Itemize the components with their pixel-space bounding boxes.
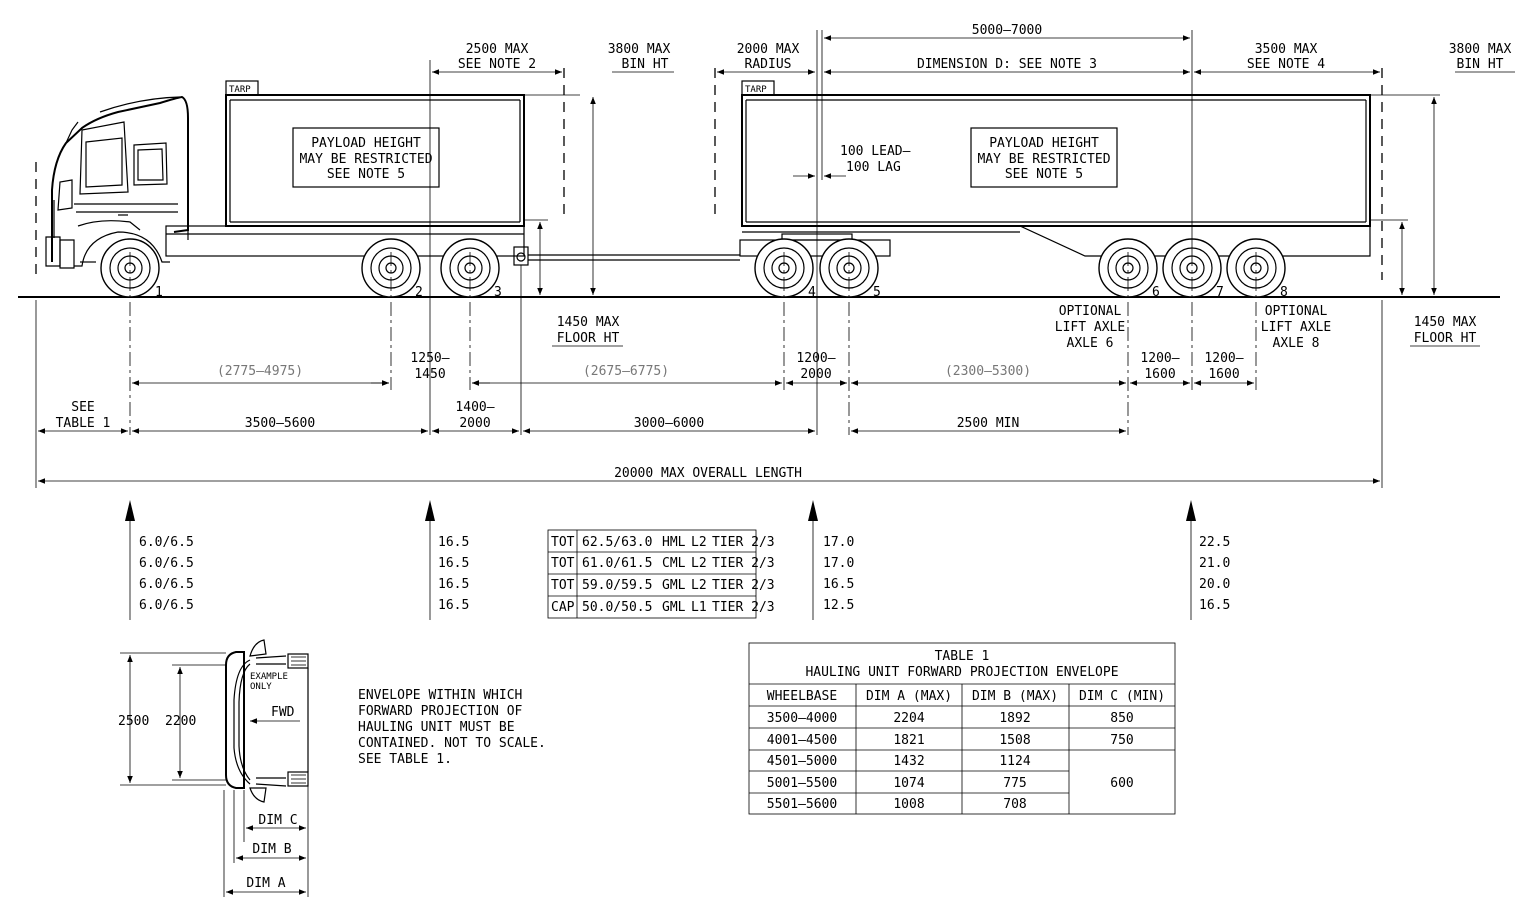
axle-loads-tandem bbox=[823, 535, 854, 613]
tandem1-label-2: 1450 bbox=[414, 367, 446, 382]
trailer1-overhang-label-2: SEE NOTE 2 bbox=[457, 57, 537, 72]
optional-lift-axle-labels bbox=[1055, 304, 1331, 351]
gross-row-2 bbox=[551, 556, 775, 571]
table-1 bbox=[749, 643, 1175, 814]
steer-load-3: 6.0/6.5 bbox=[139, 577, 194, 592]
bin-ht-1-label-2: BIN HT bbox=[621, 57, 669, 72]
drawbar-range: 3000–6000 bbox=[633, 416, 705, 431]
gross-cell: TIER 2/3 bbox=[712, 600, 775, 615]
envelope-note-1: ENVELOPE WITHIN WHICH bbox=[358, 688, 523, 703]
axle-number-5: 5 bbox=[873, 285, 881, 300]
axle-number-6: 6 bbox=[1152, 285, 1160, 300]
envelope-note-4: CONTAINED. NOT TO SCALE. bbox=[358, 736, 546, 751]
table1-cell: 3500–4000 bbox=[766, 711, 838, 726]
table1-title: TABLE 1 bbox=[934, 649, 990, 664]
tridem-load-1: 22.5 bbox=[1199, 535, 1231, 550]
gross-cell: GML bbox=[662, 600, 686, 615]
spread67-label-2: 1600 bbox=[1144, 367, 1176, 382]
example-label-1: EXAMPLE bbox=[250, 672, 288, 682]
trailer-2 bbox=[740, 81, 1370, 256]
table1-cell: 1508 bbox=[999, 733, 1031, 748]
table1-cell: 850 bbox=[1110, 711, 1134, 726]
gross-cell: L2 bbox=[691, 535, 707, 550]
bin-ht-2-label-1: 3800 MAX bbox=[1448, 42, 1512, 57]
top-dimensions bbox=[432, 23, 1515, 295]
dim-a-label: DIM A bbox=[246, 876, 286, 891]
gross-row-1 bbox=[551, 535, 775, 550]
lift-axle6-line3: AXLE 6 bbox=[1066, 336, 1114, 351]
table1-cell: 4501–5000 bbox=[766, 754, 838, 769]
gross-cell: TIER 2/3 bbox=[712, 578, 775, 593]
envelope-note-3: HAULING UNIT MUST BE bbox=[358, 720, 515, 735]
table1-cell: 1892 bbox=[999, 711, 1031, 726]
trailer2-overhang-label-2: SEE NOTE 4 bbox=[1246, 57, 1326, 72]
gross-cell: L2 bbox=[691, 578, 707, 593]
payload-note-2-line1: PAYLOAD HEIGHT bbox=[989, 136, 1099, 151]
example-label-2: ONLY bbox=[250, 682, 272, 692]
lift-axle8-line1: OPTIONAL bbox=[1264, 304, 1328, 319]
tandem2-label-2: 2000 bbox=[800, 367, 832, 382]
axle-number-7: 7 bbox=[1216, 285, 1224, 300]
drive-load-2: 16.5 bbox=[438, 556, 470, 571]
table1-subtitle: HAULING UNIT FORWARD PROJECTION ENVELOPE bbox=[805, 665, 1119, 680]
table1-merged-dim-c: 600 bbox=[1110, 776, 1134, 791]
drive-load-1: 16.5 bbox=[438, 535, 470, 550]
drive-load-3: 16.5 bbox=[438, 577, 470, 592]
lift-axle6-line2: LIFT AXLE bbox=[1054, 320, 1126, 335]
payload-note-2-line3: SEE NOTE 5 bbox=[1004, 167, 1084, 182]
axle-number-4: 4 bbox=[808, 285, 816, 300]
wheelbase-range: 3500–5600 bbox=[244, 416, 316, 431]
floor-ht-1-label-1: 1450 MAX bbox=[556, 315, 620, 330]
envelope-note-5: SEE TABLE 1. bbox=[358, 752, 452, 767]
floor-ht-1-label-2: FLOOR HT bbox=[556, 331, 620, 346]
table1-cell: 5501–5600 bbox=[766, 797, 838, 812]
spread67-label-1: 1200– bbox=[1140, 351, 1180, 366]
table1-cell: 4001–4500 bbox=[766, 733, 838, 748]
wheels bbox=[101, 239, 1285, 297]
table1-row-3 bbox=[767, 754, 1031, 769]
gross-cell: 50.0/50.5 bbox=[582, 600, 653, 615]
lead-lag-line1: 100 LEAD– bbox=[840, 144, 911, 159]
table1-cell: 708 bbox=[1003, 797, 1027, 812]
tandem-load-3: 16.5 bbox=[823, 577, 855, 592]
axle-number-2: 2 bbox=[415, 285, 423, 300]
gross-cell: HML bbox=[662, 535, 686, 550]
bottom-dimensions-row1 bbox=[132, 351, 1254, 383]
see-table-label-1: SEE bbox=[71, 400, 95, 415]
table1-cell: 1074 bbox=[893, 776, 925, 791]
envelope-dim-2500: 2500 bbox=[118, 714, 150, 729]
lift-axle8-line3: AXLE 8 bbox=[1272, 336, 1320, 351]
table1-row-4 bbox=[767, 776, 1027, 791]
steer-load-1: 6.0/6.5 bbox=[139, 535, 194, 550]
payload-note-1-line1: PAYLOAD HEIGHT bbox=[311, 136, 421, 151]
table1-cell: 775 bbox=[1003, 776, 1027, 791]
tridem-load-3: 20.0 bbox=[1199, 577, 1231, 592]
steer-load-2: 6.0/6.5 bbox=[139, 556, 194, 571]
envelope-dim-2200: 2200 bbox=[165, 714, 197, 729]
gross-row-4 bbox=[551, 600, 775, 615]
gross-cell: 59.0/59.5 bbox=[582, 578, 653, 593]
gross-cell: GML bbox=[662, 578, 686, 593]
lift-axle8-line2: LIFT AXLE bbox=[1260, 320, 1332, 335]
see-table-label-2: TABLE 1 bbox=[55, 416, 111, 431]
floor-height-dimensions bbox=[540, 222, 1480, 346]
steer-load-4: 6.0/6.5 bbox=[139, 598, 194, 613]
gross-cell: CML bbox=[662, 556, 686, 571]
trailer2-overhang-label-1: 3500 MAX bbox=[1254, 42, 1318, 57]
gross-cell: TIER 2/3 bbox=[712, 556, 775, 571]
overall-length: 20000 MAX OVERALL LENGTH bbox=[614, 466, 802, 481]
tarp-label-2: TARP bbox=[745, 85, 767, 95]
axle-load-arrows bbox=[125, 500, 1196, 620]
bin-ht-2-label-2: BIN HT bbox=[1456, 57, 1504, 72]
gray-range-3: (2300–5300) bbox=[944, 364, 1032, 379]
gross-cell: CAP bbox=[551, 600, 575, 615]
floor-ht-2-label-2: FLOOR HT bbox=[1413, 331, 1477, 346]
table1-header: DIM A (MAX) bbox=[865, 689, 953, 704]
table1-cell: 1821 bbox=[893, 733, 925, 748]
axle-loads-drive bbox=[438, 535, 469, 613]
lead-lag-line2: 100 LAG bbox=[846, 160, 901, 175]
tandem-load-2: 17.0 bbox=[823, 556, 855, 571]
spread78-label-1: 1200– bbox=[1204, 351, 1244, 366]
gross-cell: TOT bbox=[551, 535, 575, 550]
gross-cell: L1 bbox=[691, 600, 707, 615]
table1-row-1 bbox=[767, 711, 1134, 726]
table1-header: DIM C (MIN) bbox=[1078, 689, 1166, 704]
table1-cell: 750 bbox=[1110, 733, 1134, 748]
gross-weight-table bbox=[548, 530, 775, 618]
axle-number-3: 3 bbox=[494, 285, 502, 300]
bottom-dimensions-row2 bbox=[38, 400, 1380, 481]
table1-header: DIM B (MAX) bbox=[971, 689, 1059, 704]
radius-label-1: 2000 MAX bbox=[736, 42, 800, 57]
lead-lag-dimension bbox=[793, 144, 911, 176]
gross-cell: TIER 2/3 bbox=[712, 535, 775, 550]
lift-axle6-line1: OPTIONAL bbox=[1058, 304, 1122, 319]
hitch-label-1: 1400– bbox=[455, 400, 495, 415]
dim-c-label: DIM C bbox=[258, 813, 298, 828]
table1-cell: 1008 bbox=[893, 797, 925, 812]
trailer1-overhang-label-1: 2500 MAX bbox=[465, 42, 529, 57]
payload-note-1-line2: MAY BE RESTRICTED bbox=[299, 152, 433, 167]
truck-box bbox=[226, 81, 524, 226]
fwd-label: FWD bbox=[271, 705, 295, 720]
gray-range-1: (2775–4975) bbox=[216, 364, 304, 379]
min-spread: 2500 MIN bbox=[956, 416, 1020, 431]
tandem-load-4: 12.5 bbox=[823, 598, 855, 613]
gray-range-2: (2675–6775) bbox=[582, 364, 670, 379]
drive-load-4: 16.5 bbox=[438, 598, 470, 613]
bin-ht-1-label-1: 3800 MAX bbox=[607, 42, 671, 57]
dim-b-label: DIM B bbox=[252, 842, 292, 857]
floor-ht-2-label-1: 1450 MAX bbox=[1413, 315, 1477, 330]
hitch-label-2: 2000 bbox=[459, 416, 491, 431]
table1-row-5 bbox=[767, 797, 1027, 812]
payload-note-1-line3: SEE NOTE 5 bbox=[326, 167, 406, 182]
axle-loads-steer bbox=[139, 535, 194, 613]
table1-cell: 2204 bbox=[893, 711, 925, 726]
envelope-note-2: FORWARD PROJECTION OF bbox=[358, 704, 523, 719]
gross-cell: TOT bbox=[551, 578, 575, 593]
tridem-load-4: 16.5 bbox=[1199, 598, 1231, 613]
tridem-load-2: 21.0 bbox=[1199, 556, 1231, 571]
gross-cell: L2 bbox=[691, 556, 707, 571]
tandem1-label-1: 1250– bbox=[410, 351, 450, 366]
gross-cell: 61.0/61.5 bbox=[582, 556, 653, 571]
dim-d-label: DIMENSION D: SEE NOTE 3 bbox=[916, 57, 1098, 72]
axle-number-1: 1 bbox=[155, 285, 163, 300]
payload-note-2-line2: MAY BE RESTRICTED bbox=[977, 152, 1111, 167]
axle-number-8: 8 bbox=[1280, 285, 1288, 300]
envelope-detail bbox=[118, 640, 546, 897]
table1-cell: 5001–5500 bbox=[766, 776, 838, 791]
table1-header: WHEELBASE bbox=[766, 689, 838, 704]
tandem2-label-1: 1200– bbox=[796, 351, 836, 366]
axle-loads-tridem bbox=[1199, 535, 1230, 613]
gross-cell: TOT bbox=[551, 556, 575, 571]
table1-header-row bbox=[767, 689, 1165, 704]
dim-d-range: 5000–7000 bbox=[971, 23, 1043, 38]
table1-row-2 bbox=[767, 733, 1134, 748]
tarp-label-1: TARP bbox=[229, 85, 251, 95]
gross-row-3 bbox=[551, 578, 775, 593]
table1-cell: 1124 bbox=[999, 754, 1031, 769]
table1-cell: 1432 bbox=[893, 754, 925, 769]
radius-label-2: RADIUS bbox=[744, 57, 792, 72]
spread78-label-2: 1600 bbox=[1208, 367, 1240, 382]
tandem-load-1: 17.0 bbox=[823, 535, 855, 550]
drawbar-hitch bbox=[514, 247, 740, 265]
gross-cell: 62.5/63.0 bbox=[582, 535, 653, 550]
